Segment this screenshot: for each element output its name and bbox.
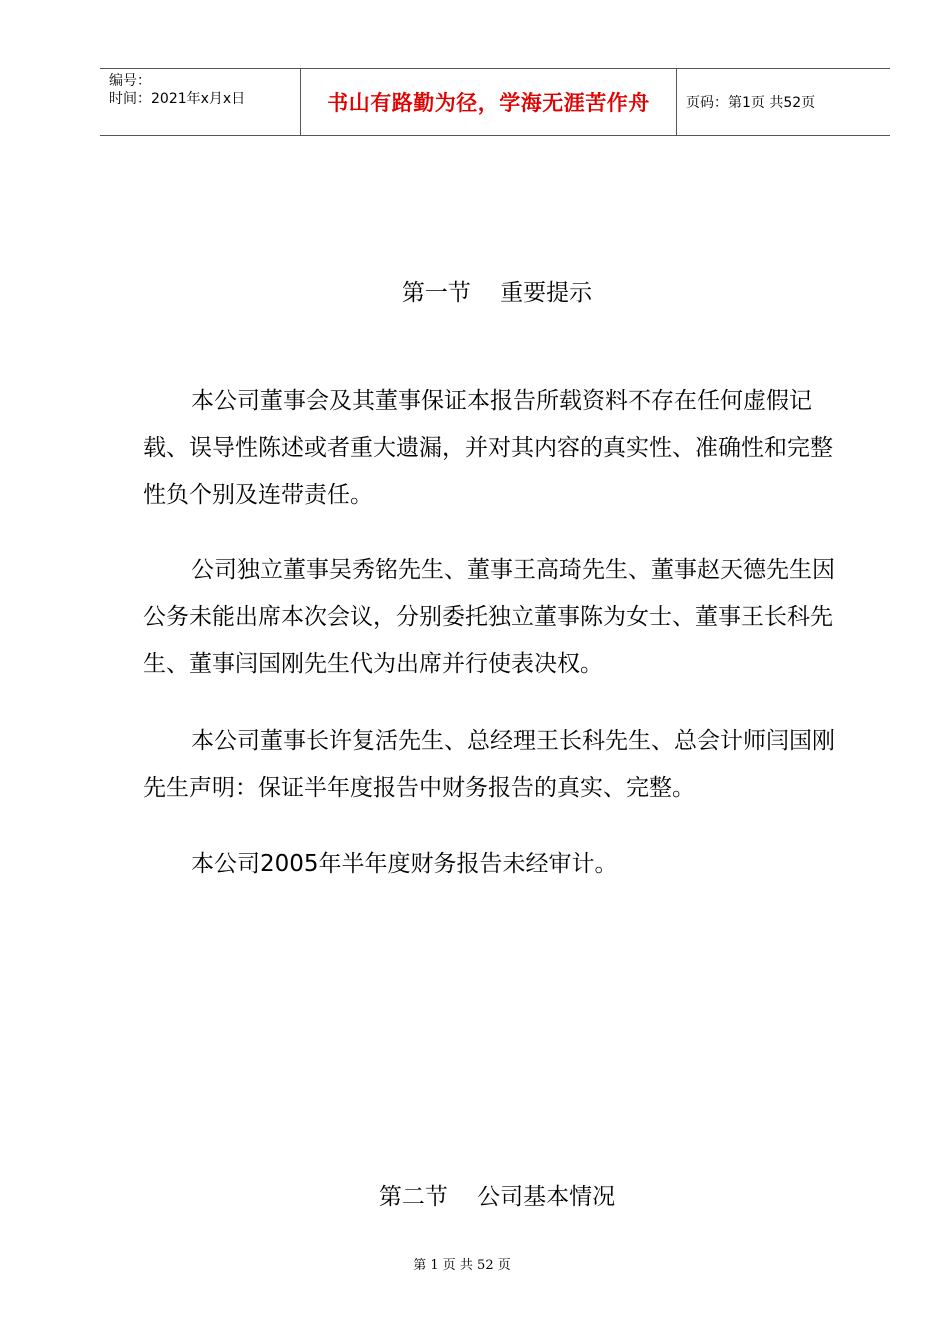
paragraph-executive-statement: 本公司董事长许复活先生、总经理王长科先生、总会计师闫国刚先生声明：保证半年度报告中财务报告的真实、完整。	[143, 728, 835, 801]
date-label: 时间：2021年x月x日	[109, 91, 246, 107]
header-meta-cell	[100, 69, 301, 135]
header-motto: 书山有路勤为径，学海无涯苦作舟	[301, 69, 677, 135]
serial-number-label: 编号：	[109, 73, 151, 89]
page-footer: 第 1 页 共 52 页	[413, 1258, 511, 1273]
paragraph-board-guarantee: 本公司董事会及其董事保证本报告所载资料不存在任何虚假记载、误导性陈述或者重大遗漏，并对其内容的真实性、准确性和完整性负个别及连带责任。	[143, 388, 833, 508]
page-header	[100, 68, 890, 136]
paragraph-audit-status: 本公司2005年半年度财务报告未经审计。	[191, 851, 618, 877]
section-title-important-notice: 第一节 重要提示	[401, 280, 593, 306]
header-page-number: 页码：第1页 共52页	[686, 95, 816, 111]
paragraph-absent-directors: 公司独立董事吴秀铭先生、董事王高琦先生、董事赵天德先生因公务未能出席本次会议，分别委托独立董事陈为女士、董事王长科先生、董事闫国刚先生代为出席并行使表决权。	[143, 557, 835, 677]
section-title-company-info: 第二节 公司基本情况	[378, 1184, 616, 1210]
